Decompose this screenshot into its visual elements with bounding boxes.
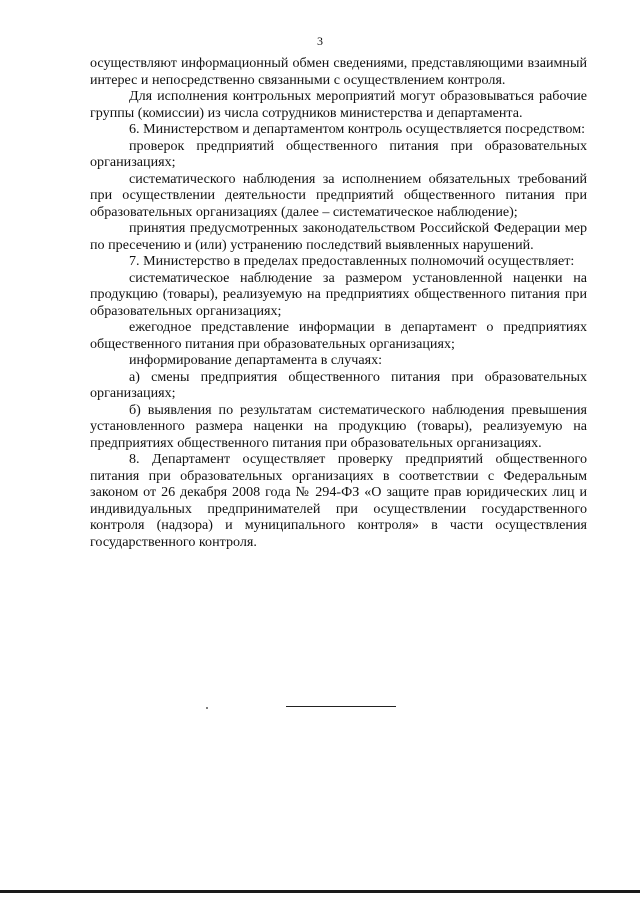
paragraph-item-6-inspections: проверок предприятий общественного питания при образовательных организациях; bbox=[90, 137, 587, 170]
paragraph-item-7-informing: информирование департамента в случаях: bbox=[129, 352, 383, 368]
paragraph-item-7-intro: 7. Министерство в пределах предоставленных полномочий осуществляет: bbox=[129, 253, 575, 269]
paragraph-item-7-case-b: б) выявления по результатам систематического наблюдения превышения установленного размера наценки на продукцию (товары), реализуемую на предприятиях общественного питания при образовательных организациях. bbox=[90, 401, 587, 451]
scan-bottom-edge bbox=[0, 890, 640, 893]
paragraph-item-7-annual-information: ежегодное представление информации в департамент о предприятиях общественного питания при образовательных организациях; bbox=[90, 319, 587, 352]
closing-rule bbox=[286, 706, 396, 707]
paragraph-item-6-intro: 6. Министерством и департаментом контроль осуществляется посредством: bbox=[129, 121, 586, 137]
paragraph-item-6-systematic-observation: систематического наблюдения за исполнением обязательных требований при осуществлении деятельности предприятий общественного питания при образовательных организациях (далее – систематическое наблюдение); bbox=[90, 170, 587, 220]
document-body bbox=[90, 55, 587, 550]
paragraph-information-exchange: осуществляют информационный обмен сведениями, представляющими взаимный интерес и непосредственно связанными с осуществлением контроля. bbox=[90, 55, 587, 88]
scan-speck bbox=[206, 707, 208, 709]
paragraph-item-6-measures: принятия предусмотренных законодательством Российской Федерации мер по пресечению и (или) устранению последствий выявленных нарушений. bbox=[90, 220, 587, 253]
page-number: 3 bbox=[317, 34, 323, 48]
paragraph-item-7-markup-observation: систематическое наблюдение за размером установленной наценки на продукцию (товары), реализуемую на предприятиях общественного питания при образовательных организациях; bbox=[90, 269, 587, 319]
paragraph-item-7-case-a: а) смены предприятия общественного питания при образовательных организациях; bbox=[90, 368, 587, 401]
paragraph-working-groups: Для исполнения контрольных мероприятий могут образовываться рабочие группы (комиссии) из числа сотрудников министерства и департамента. bbox=[90, 88, 587, 121]
paragraph-item-8: 8. Департамент осуществляет проверку предприятий общественного питания при образовательных организациях в соответствии с Федеральным законом от 26 декабря 2008 года № 294-ФЗ «О защите прав юридических лиц и индивидуальных предпринимателей при осуществлении государственного контроля (надзора) и муниципального контроля» в части осуществления государственного контроля. bbox=[90, 451, 587, 550]
